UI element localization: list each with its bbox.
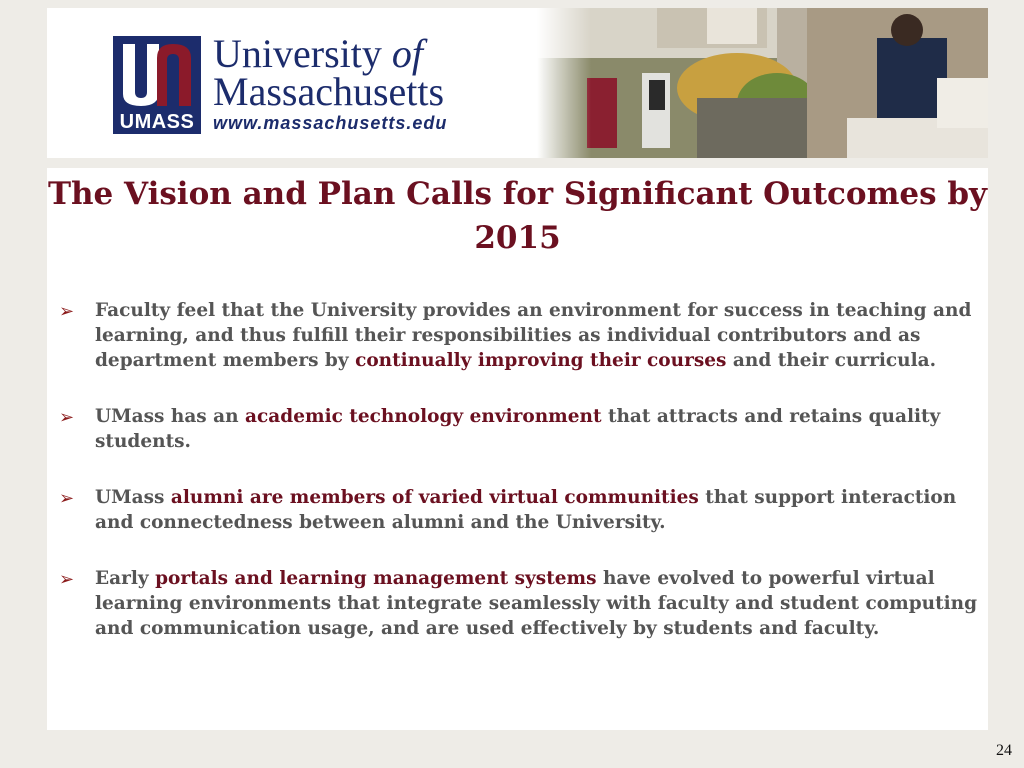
arrow-bullet-icon: ➢ (59, 488, 75, 509)
logo-university-word: University (213, 31, 382, 76)
bullet-item (59, 298, 979, 373)
slide-title: The Vision and Plan Calls for Significant Outcomes by 2015 (47, 176, 988, 256)
bullet-item (59, 566, 979, 641)
bullet-text: UMass (95, 487, 171, 508)
bullet-text: have evolved to powerful virtual learning environments that integrate seamlessly with faculty and student computing and communication usage, and are used effectively by students and faculty. (95, 568, 978, 639)
logo-massachusetts-text: Massachusetts (213, 69, 445, 114)
page-number: 24 (996, 742, 1012, 759)
bullet-text: that attracts and retains quality students. (95, 406, 941, 452)
bullet-highlight: continually improving their courses (355, 350, 727, 371)
bullet-highlight: portals and learning management systems (155, 568, 597, 589)
arrow-bullet-icon: ➢ (59, 301, 75, 322)
campus-photo-collage (537, 8, 988, 158)
umass-logo-word: UMASS (113, 110, 201, 134)
bullet-list (59, 298, 979, 672)
umass-logo-mark-icon (113, 36, 201, 110)
bullet-item (59, 404, 979, 454)
bullet-text: that support interaction and connectedness between alumni and the University. (95, 487, 957, 533)
bullet-text: Early (95, 568, 156, 589)
arrow-bullet-icon: ➢ (59, 569, 75, 590)
slide-header-banner (47, 8, 988, 158)
logo-of-word: of (391, 31, 423, 76)
bullet-text: and their curricula. (726, 350, 937, 371)
bullet-item (59, 485, 979, 535)
logo-url-text: www.massachusetts.edu (213, 113, 448, 133)
bullet-highlight: academic technology environment (245, 406, 602, 427)
bullet-text: Faculty feel that the University provides an environment for success in teaching and learning, and thus fulfill their responsibilities as individual contributors and as department members by (95, 300, 972, 371)
arrow-bullet-icon: ➢ (59, 407, 75, 428)
umass-logo (47, 8, 537, 158)
bullet-text: UMass has an (95, 406, 246, 427)
bullet-highlight: alumni are members of varied virtual communities (170, 487, 699, 508)
slide-content (47, 168, 988, 730)
